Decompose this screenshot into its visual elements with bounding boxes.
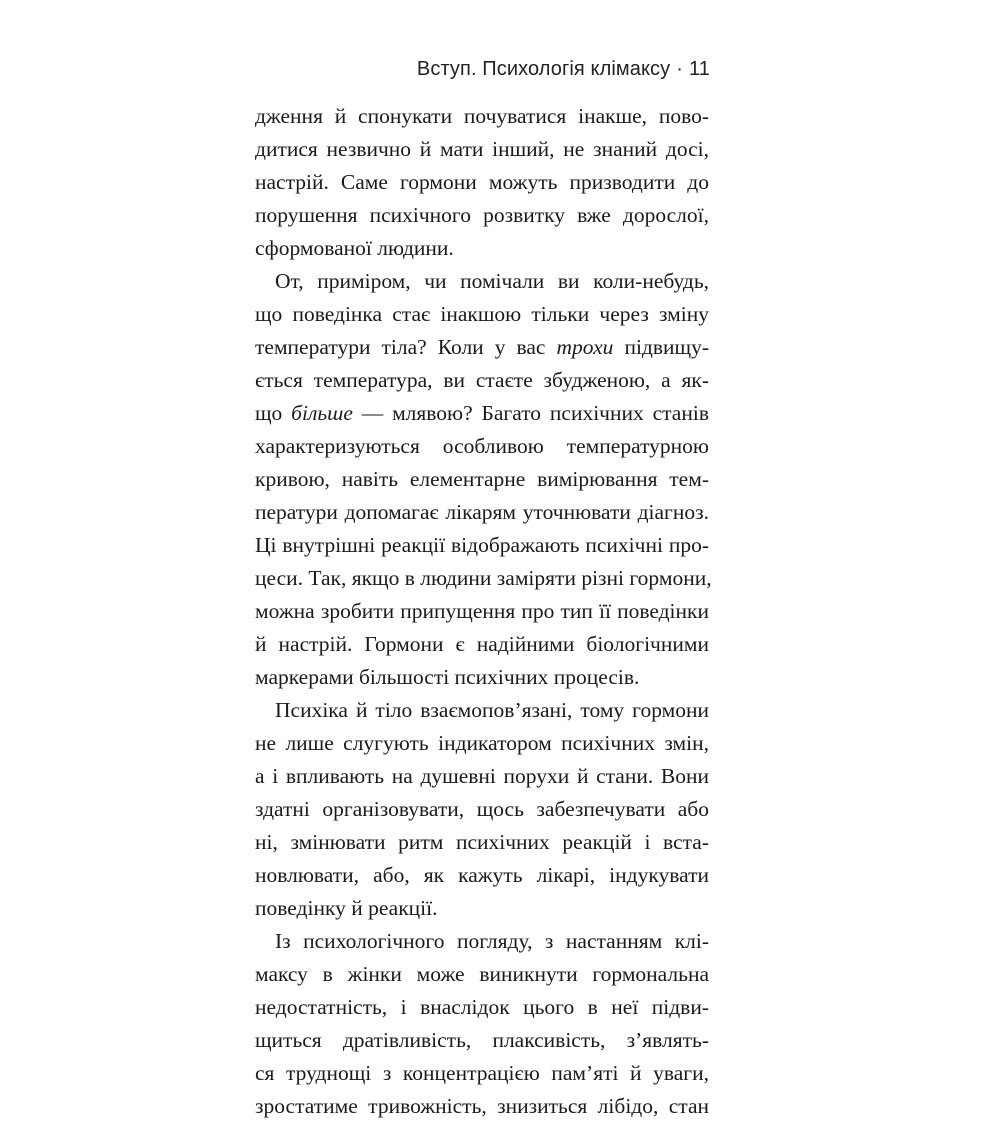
- text-line: щиться дратівливість, плаксивість, з’являть-: [255, 1028, 709, 1052]
- text-line: зростатиме тривожність, знизиться лібідо, стан: [255, 1094, 709, 1118]
- text-line: максу в жінки може виникнути гормональна: [255, 962, 709, 986]
- text-line: От, приміром, чи помічали ви коли-небудь,: [275, 269, 709, 293]
- text-line: недостатність, і внаслідок цього в неї підви-: [255, 995, 709, 1019]
- text-line: [255, 331, 709, 364]
- text-line: що поведінка стає інакшою тільки через зміну: [255, 302, 709, 326]
- text-line: новлювати, або, як кажуть лікарі, індукувати: [255, 863, 709, 887]
- text-line: сформованої людини.: [255, 236, 454, 260]
- text-line: а і впливають на душевні порухи й стани. Вони: [255, 764, 709, 788]
- text-line: порушення психічного розвитку вже дорослої,: [255, 203, 709, 227]
- text-line: цеси. Так, якщо в людини заміряти різні гормони,: [255, 566, 712, 590]
- running-head-title: Вступ. Психологія клімаксу: [416, 58, 671, 80]
- text-line: настрій. Саме гормони можуть призводити до: [255, 170, 709, 194]
- page-number: 11: [689, 58, 710, 80]
- text-line: Із психологічного погляду, з настанням клі-: [275, 929, 709, 953]
- text-line: дитися незвично й мати інший, не знаний досі,: [255, 137, 709, 161]
- text-line: й настрій. Гормони є надійними біологічними: [255, 632, 709, 656]
- text-line: ператури допомагає лікарям уточнювати діагноз.: [255, 500, 709, 524]
- text-segment: — млявою? Багато психічних станів: [352, 401, 709, 425]
- text-line: [255, 397, 709, 430]
- body-text: [255, 100, 712, 1123]
- text-line: кривою, навіть елементарне вимірювання тем-: [255, 467, 709, 491]
- text-line: Ці внутрішні реакції відображають психічні про-: [255, 533, 709, 557]
- text-line: можна зробити припущення про тип її поведінки: [255, 599, 709, 623]
- text-line: здатні організовувати, щось забезпечувати або: [255, 797, 709, 821]
- text-segment: підвищу-: [613, 335, 709, 359]
- text-line: ні, змінювати ритм психічних реакцій і вста-: [255, 830, 709, 854]
- text-line: не лише слугують індикатором психічних змін,: [255, 731, 709, 755]
- running-head-separator: ·: [676, 58, 684, 80]
- text-line: маркерами більшості психічних процесів.: [255, 665, 640, 689]
- text-line: Психіка й тіло взаємопов’язані, тому гормони: [275, 698, 709, 722]
- italic-word: трохи: [556, 335, 614, 359]
- running-head: [417, 58, 710, 81]
- text-segment: що: [255, 401, 292, 425]
- text-segment: температури тіла? Коли у вас: [255, 335, 557, 359]
- text-line: дження й спонукати почуватися інакше, пово-: [255, 104, 709, 128]
- text-line: ся труднощі з концентрацією пам’яті й уваги,: [255, 1061, 709, 1085]
- text-line: ється температура, ви стаєте збудженою, а як-: [255, 368, 709, 392]
- italic-word: більше: [291, 401, 353, 425]
- text-line: поведінку й реакції.: [255, 896, 438, 920]
- text-line: характеризуються особливою температурною: [255, 434, 709, 458]
